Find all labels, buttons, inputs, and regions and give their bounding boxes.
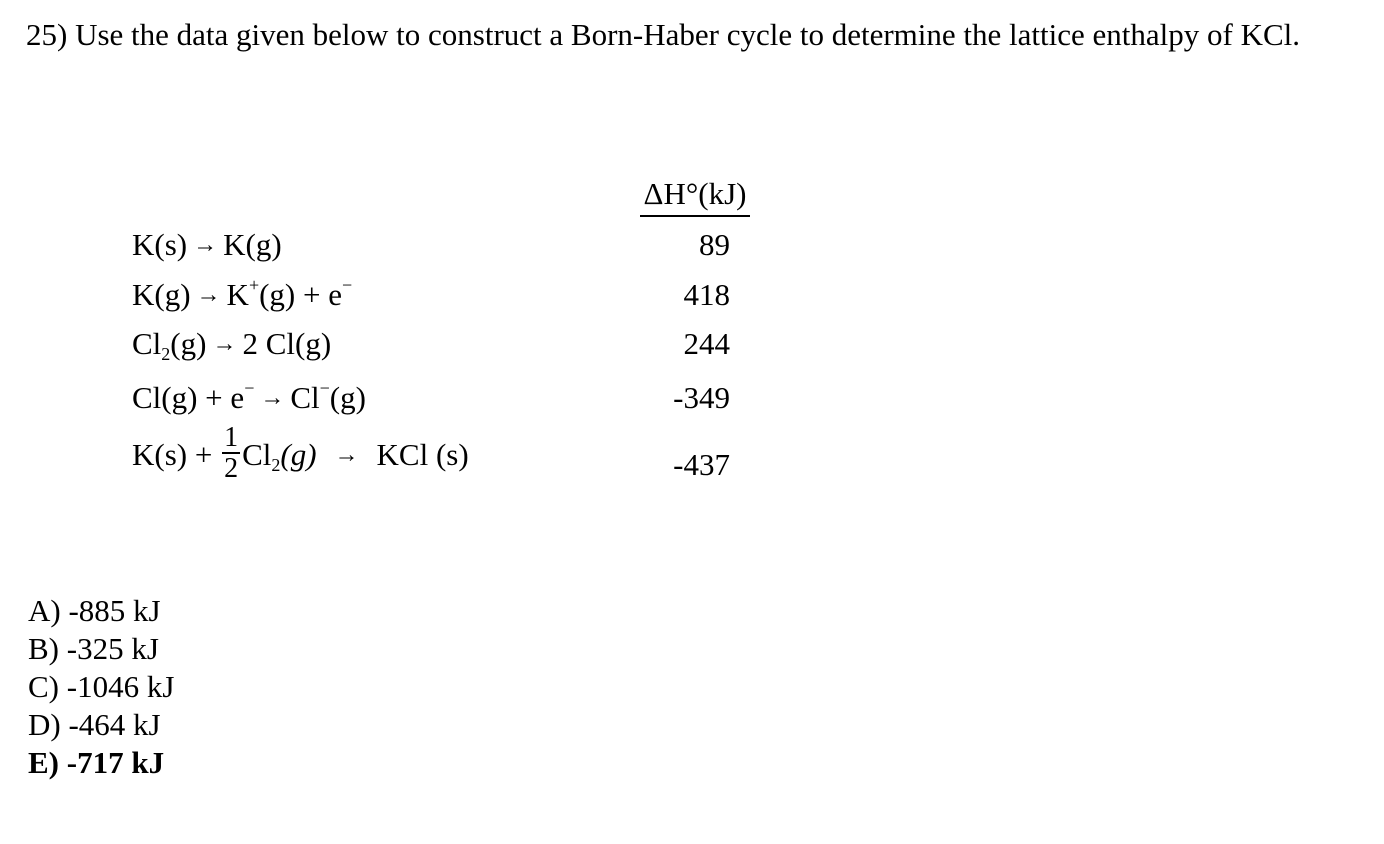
arrow-icon: → <box>334 442 359 469</box>
product: K <box>226 277 249 312</box>
enthalpy-value-2: 418 <box>683 277 730 312</box>
charge-superscript: + <box>248 275 260 295</box>
enthalpy-value-1: 89 <box>699 227 730 262</box>
enthalpy-value-3: 244 <box>683 326 730 361</box>
choice-e: E) -717 kJ <box>28 745 165 780</box>
fraction-denominator: 2 <box>224 453 239 484</box>
product: Cl <box>290 380 320 415</box>
charge-superscript: − <box>341 275 353 295</box>
product-tail: (g) <box>329 380 366 415</box>
enthalpy-value-5: -437 <box>673 447 730 482</box>
product: KCl (s) <box>376 437 469 473</box>
choice-b: B) -325 kJ <box>28 631 159 666</box>
reaction-row-4 <box>132 380 366 416</box>
reactant-2-tail: (g) <box>280 437 317 473</box>
fraction-numerator: 1 <box>224 422 239 453</box>
charge-superscript: − <box>244 378 255 398</box>
reactant: K(g) <box>132 277 191 312</box>
product: 2 Cl(g) <box>242 326 332 361</box>
subscript: 2 <box>161 344 171 364</box>
reactant: K(s) + <box>132 437 213 473</box>
reactant-2: Cl <box>242 437 272 473</box>
enthalpy-column-header: ΔH°(kJ) <box>640 174 750 217</box>
charge-superscript: − <box>319 378 330 398</box>
answer-choices <box>28 592 174 782</box>
reaction-row-1 <box>132 227 282 263</box>
fraction <box>222 424 240 484</box>
reaction-row-5 <box>132 422 469 488</box>
arrow-icon: → <box>196 282 221 308</box>
question-body: Use the data given below to construct a Born-Haber cycle to determine the lattice enthalpy of KCl. <box>75 17 1301 52</box>
choice-c: C) -1046 kJ <box>28 669 175 704</box>
arrow-icon: → <box>212 331 237 357</box>
reactant: Cl <box>132 326 162 361</box>
reaction-row-3 <box>132 326 331 362</box>
question-number: 25) <box>26 17 68 52</box>
product: K(g) <box>223 227 282 262</box>
question-text <box>26 14 1366 55</box>
subscript: 2 <box>271 455 281 476</box>
arrow-icon: → <box>260 385 285 411</box>
product-tail: (g) + e <box>259 277 342 312</box>
enthalpy-value-4: -349 <box>673 380 730 415</box>
arrow-icon: → <box>193 232 218 258</box>
reaction-row-2 <box>132 277 352 313</box>
choice-a: A) -885 kJ <box>28 593 161 628</box>
reactant: K(s) <box>132 227 188 262</box>
choice-d: D) -464 kJ <box>28 707 161 742</box>
reactant-tail: (g) <box>170 326 207 361</box>
reactant: Cl(g) + e <box>132 380 245 415</box>
